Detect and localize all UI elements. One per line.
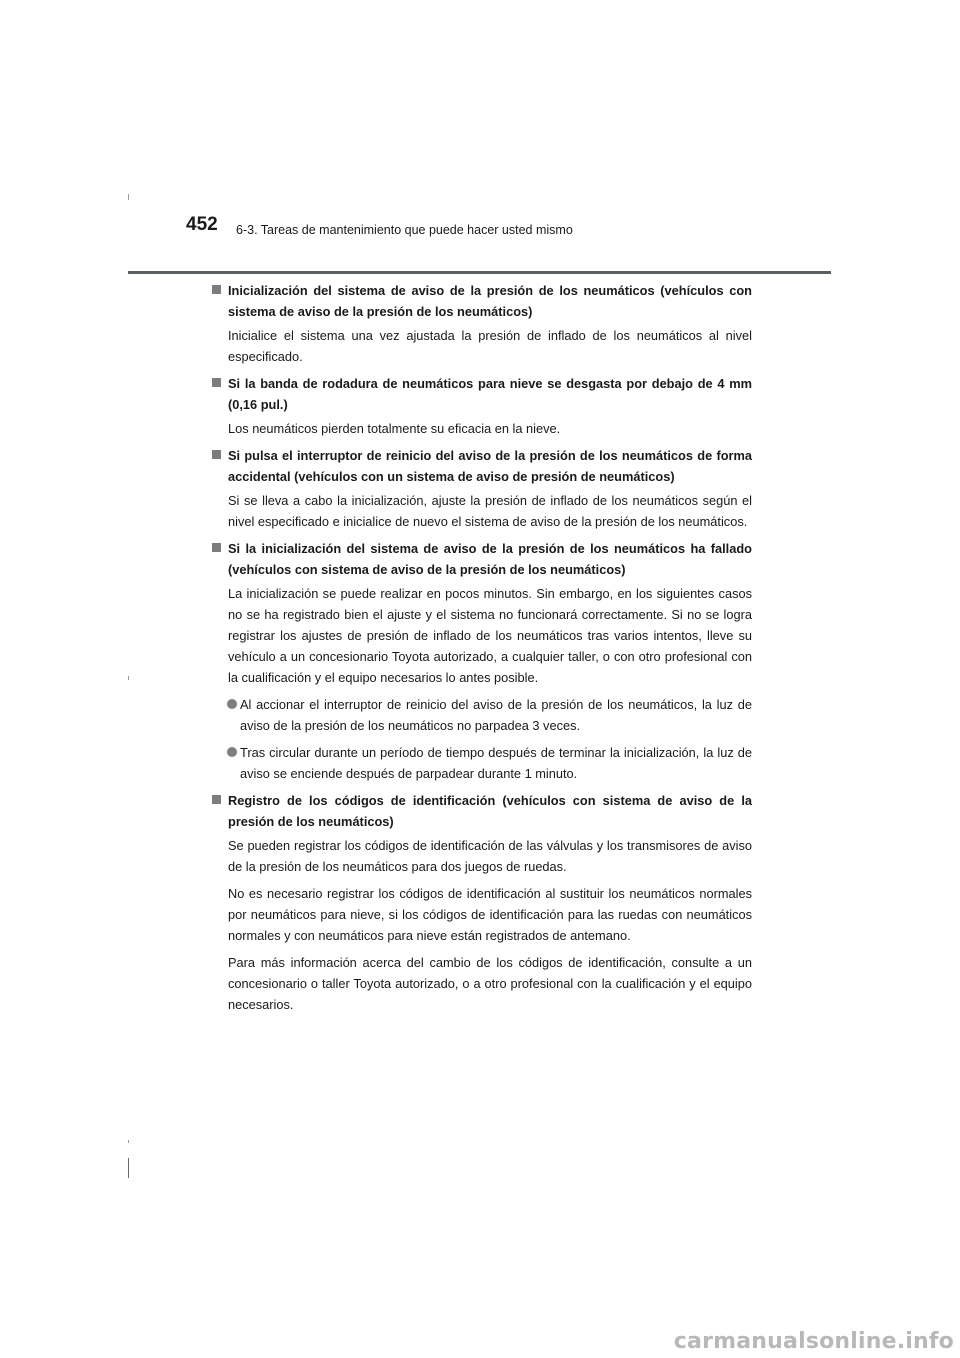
square-bullet-icon bbox=[212, 450, 221, 459]
margin-bar-bottom bbox=[128, 1158, 129, 1178]
section-heading bbox=[212, 280, 752, 322]
paragraph: Si se lleva a cabo la inicialización, ajuste la presión de inflado de los neumáticos según el nivel especificado e inicialice de nuevo el sistema de aviso de la presión de los neumáticos. bbox=[228, 493, 752, 529]
section-heading bbox=[212, 445, 752, 487]
section-heading bbox=[212, 790, 752, 832]
square-bullet-icon bbox=[212, 378, 221, 387]
watermark: carmanualsonline.info bbox=[673, 1329, 954, 1354]
page-number: 452 bbox=[186, 214, 218, 235]
section-heading bbox=[212, 538, 752, 580]
paragraph: No es necesario registrar los códigos de identificación al sustituir los neumáticos normales por neumáticos para nieve, si los códigos de identificación para las ruedas con neumáticos normales y con neumáticos para nieve están registrados de antemano. bbox=[228, 886, 752, 943]
list-item-text: Al accionar el interruptor de reinicio del aviso de la presión de los neumáticos, la luz de aviso de la presión de los neumáticos no parpadea 3 veces. bbox=[240, 697, 752, 733]
list-item bbox=[212, 694, 752, 736]
margin-tick-top bbox=[128, 194, 129, 200]
heading-text: Si la inicialización del sistema de aviso de la presión de los neumáticos ha fallado (vehículos con sistema de aviso de la presión de los neumáticos) bbox=[228, 541, 752, 577]
heading-text: Inicialización del sistema de aviso de la presión de los neumáticos (vehículos con sistema de aviso de la presión de los neumáticos) bbox=[228, 283, 752, 319]
paragraph: Para más información acerca del cambio de los códigos de identificación, consulte a un concesionario o taller Toyota autorizado, o a otro profesional con la cualificación y el equipo necesarios. bbox=[228, 955, 752, 1012]
list-item bbox=[212, 742, 752, 784]
section-heading bbox=[212, 373, 752, 415]
section-title: 6-3. Tareas de mantenimiento que puede hacer usted mismo bbox=[236, 223, 573, 237]
square-bullet-icon bbox=[212, 285, 221, 294]
paragraph: Se pueden registrar los códigos de identificación de las válvulas y los transmisores de aviso de la presión de los neumáticos para dos juegos de ruedas. bbox=[228, 838, 752, 874]
header-rule bbox=[128, 271, 831, 274]
square-bullet-icon bbox=[212, 543, 221, 552]
paragraph: La inicialización se puede realizar en pocos minutos. Sin embargo, en los siguientes casos no se ha registrado bien el ajuste y el sistema no funcionará correctamente. Si no se logra registrar los ajustes de presión de inflado de los neumáticos tras varios intentos, lleve su vehículo a un concesionario Toyota autorizado, a cualquier taller, o con otro profesional con la cualificación y el equipo necesarios lo antes posible. bbox=[228, 586, 752, 685]
heading-text: Si la banda de rodadura de neumáticos para nieve se desgasta por debajo de 4 mm (0,16 pul.) bbox=[228, 376, 752, 412]
margin-tick-lower bbox=[128, 1140, 129, 1143]
circle-bullet-icon bbox=[227, 747, 237, 757]
list-item-text: Tras circular durante un período de tiempo después de terminar la inicialización, la luz de aviso se enciende después de parpadear durante 1 minuto. bbox=[240, 745, 752, 781]
margin-tick-mid bbox=[128, 676, 129, 680]
paragraph: Inicialice el sistema una vez ajustada la presión de inflado de los neumáticos al nivel especificado. bbox=[228, 328, 752, 364]
square-bullet-icon bbox=[212, 795, 221, 804]
heading-text: Si pulsa el interruptor de reinicio del aviso de la presión de los neumáticos de forma accidental (vehículos con un sistema de aviso de presión de neumáticos) bbox=[228, 448, 752, 484]
heading-text: Registro de los códigos de identificación (vehículos con sistema de aviso de la presión de los neumáticos) bbox=[228, 793, 752, 829]
circle-bullet-icon bbox=[227, 699, 237, 709]
main-content bbox=[212, 280, 752, 1015]
paragraph: Los neumáticos pierden totalmente su eficacia en la nieve. bbox=[228, 421, 561, 436]
